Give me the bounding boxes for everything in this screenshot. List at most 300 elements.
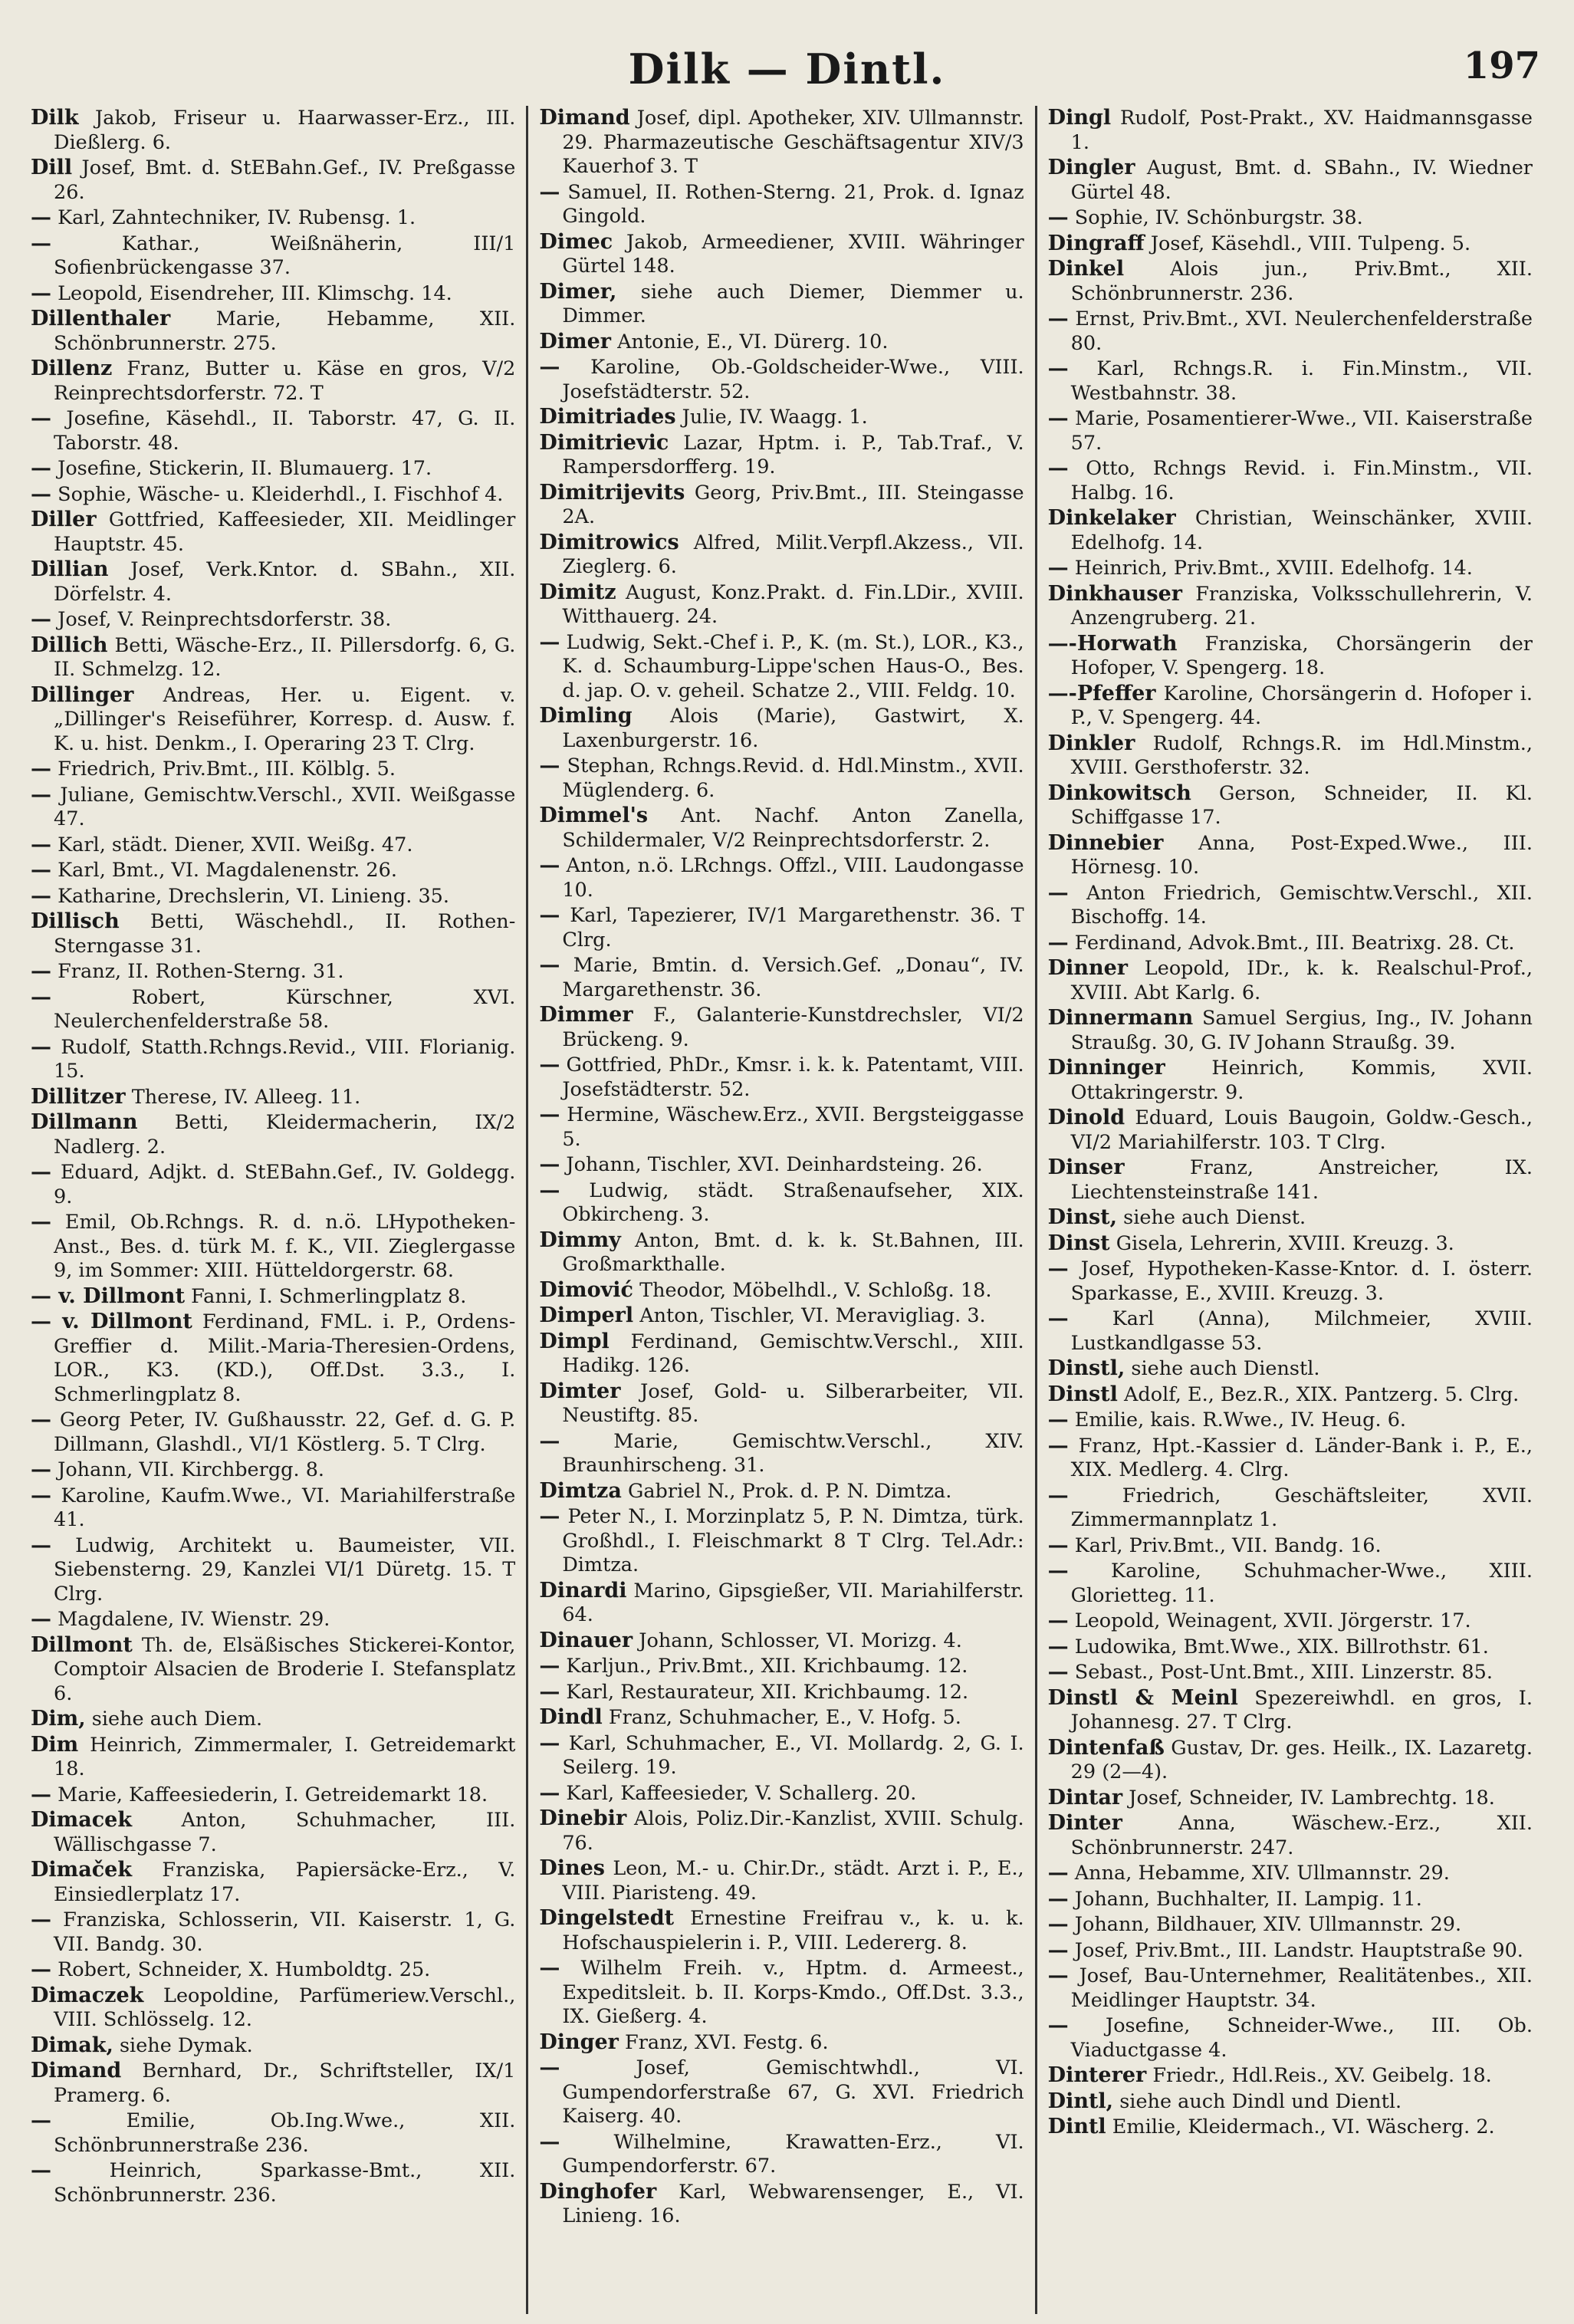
entry-details: siehe auch Diem. — [85, 1708, 263, 1731]
entry-name: Dimpl — [539, 1329, 610, 1353]
entry-name: — — [1047, 1408, 1069, 1432]
directory-entry — [1048, 1660, 1533, 1685]
directory-entry — [31, 1408, 515, 1457]
entry-details: Heinrich, Sparkasse-Bmt., XII. Schönbrunnerstr. 236. — [51, 2159, 516, 2207]
directory-entry — [1048, 1912, 1533, 1938]
directory-entry — [31, 508, 515, 557]
entry-name: Dinkhauser — [1047, 581, 1183, 606]
directory-entry — [539, 1228, 1024, 1277]
directory-entry — [539, 1504, 1024, 1578]
entry-details: Friedrich, Priv.Bmt., III. Kölblg. 5. — [51, 758, 396, 781]
entry-name: — — [539, 1504, 560, 1528]
directory-entry — [539, 1178, 1024, 1228]
entry-name: — — [539, 355, 560, 379]
entry-details: Franz, Schuhmacher, E., V. Hofg. 5. — [602, 1706, 961, 1729]
entry-details: Karl, städt. Diener, XVII. Weißg. 47. — [51, 833, 413, 856]
directory-entry — [539, 2130, 1024, 2179]
directory-entry — [539, 531, 1024, 580]
entry-details: Josefine, Stickerin, II. Blumauerg. 17. — [51, 457, 432, 480]
entry-details: Josef, Schneider, IV. Lambrechtg. 18. — [1122, 1786, 1495, 1810]
directory-entry — [31, 456, 515, 482]
directory-entry — [31, 2033, 515, 2059]
entry-details: Peter N., I. Morzinplatz 5, P. N. Dimtza, türk. Großhdl., I. Fleischmarkt 8 T Clrg. Tel.Adr.: Dimtza. — [560, 1505, 1024, 1576]
directory-entry — [1048, 1382, 1533, 1408]
entry-details: Josef, Bau-Unternehmer, Realitätenbes., XII. Meidlinger Hauptstr. 34. — [1068, 1964, 1533, 2012]
directory-entry — [1048, 307, 1533, 356]
entry-details: F., Galanterie-Kunstdrechsler, VI/2 Brückeng. 9. — [562, 1004, 1024, 1051]
entry-name: Dimec — [539, 229, 613, 254]
entry-name: Dimer — [539, 329, 611, 353]
entry-details: Sophie, IV. Schönburgstr. 38. — [1068, 206, 1363, 229]
directory-entry — [539, 355, 1024, 404]
directory-entry — [539, 230, 1024, 279]
entry-name: Dimacek — [31, 1808, 133, 1832]
directory-entry — [31, 357, 515, 406]
directory-entry — [31, 1085, 515, 1110]
directory-entry — [539, 1906, 1024, 1955]
directory-entry — [1048, 232, 1533, 257]
entry-name: Dinauer — [539, 1628, 633, 1652]
entry-name: — — [31, 607, 51, 631]
entry-name: — — [1047, 1559, 1069, 1583]
entry-name: Dinebir — [539, 1806, 627, 1830]
directory-entry — [31, 1707, 515, 1732]
entry-details: Franz, Anstreicher, IX. Liechtensteinstraße 141. — [1070, 1156, 1533, 1204]
entry-name: Dillenz — [31, 357, 113, 380]
entry-name: — — [539, 1654, 560, 1678]
entry-name: Dines — [539, 1856, 606, 1880]
entry-name: — — [31, 1160, 51, 1184]
entry-details: Marino, Gipsgießer, VII. Mariahilferstr. 64. — [562, 1579, 1024, 1626]
directory-entry — [31, 633, 515, 682]
entry-name: — — [539, 1428, 560, 1453]
entry-details: Emilie, Kleidermach., VI. Wäscherg. 2. — [1106, 2115, 1495, 2138]
entry-details: Johann, Tischler, XVI. Deinhardsteing. 26. — [560, 1153, 983, 1176]
entry-name: — — [31, 959, 51, 983]
page-number: 197 — [1463, 44, 1540, 87]
directory-entry — [1048, 1307, 1533, 1356]
entry-name: — — [1047, 406, 1069, 430]
entry-name: Dinstl — [1047, 1382, 1118, 1406]
entry-name: — — [539, 1780, 560, 1805]
directory-entry — [31, 884, 515, 909]
entry-name: — — [1047, 205, 1069, 229]
entry-name: Dinstl & Meinl — [1047, 1685, 1238, 1710]
directory-entry — [539, 280, 1024, 329]
directory-entry — [31, 833, 515, 858]
entry-details: Heinrich, Kommis, XVII. Ottakringerstr. 9. — [1070, 1057, 1533, 1104]
entry-details: Samuel Sergius, Ing., IV. Johann Straußg. 30, G. IV Johann Straußg. 39. — [1070, 1007, 1533, 1054]
directory-entry — [539, 1731, 1024, 1780]
entry-details: August, Konz.Prakt. d. Fin.LDir., XVIII. Witthauerg. 24. — [562, 580, 1024, 628]
entry-name: Dinkel — [1047, 257, 1125, 281]
entry-details: Karl, Kaffeesieder, V. Schallerg. 20. — [560, 1781, 917, 1805]
page-title: Dilk — Dintl. — [628, 44, 946, 94]
entry-details: Karl, Rchngs.R. i. Fin.Minstm., VII. Westbahnstr. 38. — [1068, 357, 1533, 405]
entry-name: — — [1047, 1533, 1069, 1557]
entry-details: Alois, Poliz.Dir.-Kanzlist, XVIII. Schulg. 76. — [562, 1807, 1024, 1855]
entry-name: Dinghofer — [539, 2179, 657, 2204]
entry-details: Leopoldine, Parfümeriew.Verschl., VIII. Schlösselg. 12. — [54, 1984, 516, 2031]
entry-details: Friedr., Hdl.Reis., XV. Geibelg. 18. — [1146, 2064, 1492, 2087]
entry-name: Dinter — [1047, 1811, 1122, 1835]
entry-name: Dintl, — [1047, 2089, 1114, 2113]
entry-name: — — [1047, 1938, 1069, 1962]
entry-name: — — [539, 754, 560, 777]
directory-entry — [539, 903, 1024, 952]
entry-name: — v. Dillmont — [31, 1310, 192, 1333]
entry-name: — — [539, 1103, 560, 1126]
entry-details: Sebast., Post-Unt.Bmt., XIII. Linzerstr. 85. — [1068, 1661, 1493, 1684]
entry-details: Theodor, Möbelhdl., V. Schloßg. 18. — [633, 1278, 992, 1302]
entry-details: Magdalene, IV. Wienstr. 29. — [51, 1608, 330, 1631]
entry-details: Gottfried, Kaffeesieder, XII. Meidlinger Hauptstr. 45. — [54, 508, 516, 556]
directory-entry — [31, 106, 515, 155]
entry-name: — — [31, 1210, 51, 1234]
directory-entry — [1048, 357, 1533, 406]
entry-name: — — [31, 1782, 51, 1806]
entry-name: — — [1047, 1483, 1069, 1507]
directory-entry — [1048, 632, 1533, 681]
entry-name: Dintenfaß — [1047, 1735, 1165, 1760]
directory-entry — [31, 205, 515, 231]
entry-name: — — [1047, 1307, 1069, 1330]
entry-name: — — [539, 179, 560, 204]
entry-details: Johann, VII. Kirchbergg. 8. — [51, 1458, 325, 1481]
entry-details: Friedrich, Geschäftsleiter, XVII. Zimmermannplatz 1. — [1068, 1484, 1533, 1531]
entry-name: Dillitzer — [31, 1084, 126, 1109]
directory-entry — [539, 1629, 1024, 1654]
entry-name: Dim — [31, 1732, 79, 1757]
entry-name: Dilk — [31, 106, 79, 130]
entry-details: Franziska, Chorsängerin der Hofoper, V. Spengerg. 18. — [1070, 632, 1533, 679]
entry-name: — — [1047, 1609, 1069, 1632]
entry-name: Dinninger — [1047, 1056, 1165, 1080]
entry-name: —-Horwath — [1047, 631, 1178, 656]
entry-details: Ludwig, städt. Straßenaufseher, XIX. Obkircheng. 3. — [560, 1178, 1024, 1226]
directory-entry — [539, 853, 1024, 902]
directory-entry — [1048, 1786, 1533, 1811]
entry-name: Dinst — [1047, 1231, 1110, 1255]
entry-name: — — [1047, 1257, 1069, 1280]
directory-entry — [31, 858, 515, 883]
directory-entry — [1048, 1408, 1533, 1433]
entry-details: Adolf, E., Bez.R., XIX. Pantzerg. 5. Clrg. — [1117, 1382, 1520, 1406]
directory-entry — [539, 804, 1024, 853]
directory-entry — [1048, 1811, 1533, 1860]
directory-entry — [1048, 1938, 1533, 1964]
entry-name: Dimitrijevits — [539, 480, 685, 505]
entry-name: — — [539, 953, 560, 977]
directory-entry — [31, 1633, 515, 1707]
entry-details: siehe Dymak. — [113, 2033, 253, 2057]
directory-entry — [31, 607, 515, 633]
entry-details: Otto, Rchngs Revid. i. Fin.Minstm., VII. Halbg. 16. — [1068, 457, 1533, 505]
entry-name: — — [31, 1483, 51, 1507]
directory-entry — [539, 1152, 1024, 1178]
directory-entry — [31, 1533, 515, 1607]
directory-entry — [31, 1908, 515, 1957]
entry-name: — — [1047, 456, 1069, 480]
entry-details: Johann, Buchhalter, II. Lampig. 11. — [1068, 1887, 1422, 1911]
entry-name: Dingelstedt — [539, 1906, 675, 1930]
entry-details: Karl, Zahntechniker, IV. Rubensg. 1. — [51, 206, 416, 229]
entry-details: Gisela, Lehrerin, XVIII. Kreuzg. 3. — [1109, 1231, 1454, 1255]
entry-details: Fanni, I. Schmerlingplatz 8. — [185, 1284, 467, 1308]
directory-entry — [1048, 1155, 1533, 1205]
column-3 — [1035, 106, 1543, 2314]
entry-details: Karoline, Schuhmacher-Wwe., XIII. Glorietteg. 11. — [1068, 1560, 1533, 1607]
entry-name: Dimović — [539, 1277, 633, 1302]
directory-entry — [1048, 2063, 1533, 2089]
directory-entry — [1048, 582, 1533, 631]
entry-details: Karl, Restaurateur, XII. Krichbaumg. 12. — [560, 1680, 969, 1704]
entry-details: Josef, V. Reinprechtsdorferstr. 38. — [51, 608, 392, 631]
entry-name: Dill — [31, 156, 73, 179]
entry-details: Samuel, II. Rothen-Sterng. 21, Prok. d. Ignaz Gingold. — [560, 180, 1024, 228]
directory-entry — [31, 1458, 515, 1483]
entry-details: Karl (Anna), Milchmeier, XVIII. Lustkandlgasse 53. — [1068, 1307, 1533, 1355]
entry-details: Gustav, Dr. ges. Heilk., IX. Lazaretg. 29 (2—4). — [1070, 1736, 1533, 1783]
entry-name: — — [1047, 1964, 1069, 1987]
entry-details: Josef, Priv.Bmt., III. Landstr. Hauptstraße 90. — [1068, 1938, 1523, 1962]
entry-details: Alfred, Milit.Verpfl.Akzess., VII. Zieglerg. 6. — [562, 531, 1024, 578]
entry-name: Dinner — [1047, 956, 1128, 980]
entry-name: Dinold — [1047, 1106, 1125, 1129]
directory-entry — [31, 1160, 515, 1209]
directory-entry — [1048, 1205, 1533, 1231]
entry-name: Dinkowitsch — [1047, 781, 1191, 805]
entry-details: Karljun., Priv.Bmt., XII. Krichbaumg. 12. — [560, 1655, 968, 1678]
directory-entry — [539, 2180, 1024, 2229]
directory-entry — [31, 1858, 515, 1907]
directory-entry — [31, 1284, 515, 1310]
entry-name: — — [1047, 930, 1069, 955]
directory-entry — [31, 985, 515, 1034]
entry-details: Anna, Post-Exped.Wwe., III. Hörnesg. 10. — [1070, 831, 1533, 879]
directory-entry — [31, 783, 515, 832]
directory-entry — [539, 630, 1024, 704]
entry-name: — — [539, 1053, 560, 1077]
entry-details: Karl, Priv.Bmt., VII. Bandg. 16. — [1068, 1533, 1382, 1557]
entry-details: Jakob, Friseur u. Haarwasser-Erz., III. Dießlerg. 6. — [54, 107, 516, 154]
entry-name: — — [31, 1533, 51, 1557]
entry-details: Rudolf, Post-Prakt., XV. Haidmannsgasse 1. — [1070, 107, 1533, 154]
directory-entry — [539, 1330, 1024, 1379]
entry-details: Th. de, Elsäßisches Stickerei-Kontor, Comptoir Alsacien de Broderie I. Stefansplatz 6. — [54, 1633, 516, 1705]
entry-name: — — [1047, 307, 1069, 330]
directory-entry — [539, 1379, 1024, 1428]
directory-entry — [31, 909, 515, 958]
entry-details: Lazar, Hptm. i. P., Tab.Traf., V. Rampersdorfferg. 19. — [562, 431, 1024, 478]
directory-entry — [31, 281, 515, 307]
entry-name: — — [539, 1956, 560, 1980]
entry-name: — — [31, 1908, 51, 1931]
entry-details: August, Bmt. d. SBahn., IV. Wiedner Gürtel 48. — [1070, 156, 1533, 204]
entry-name: Dimand — [31, 2059, 122, 2082]
directory-entry — [31, 156, 515, 205]
entry-name: Dillmont — [31, 1632, 133, 1657]
entry-details: Georg, Priv.Bmt., III. Steingasse 2A. — [562, 481, 1024, 528]
entry-details: Andreas, Her. u. Eigent. v. „Dillinger's Reiseführer, Korresp. d. Ausw. f. K. u. hist. Denkm., I. Operaring 23 T. Clrg. — [54, 683, 516, 755]
directory-entry — [1048, 406, 1533, 455]
entry-details: Ant. Nachf. Anton Zanella, Schildermaler, V/2 Reinprechtsdorferstr. 2. — [562, 804, 1024, 852]
directory-entry — [1048, 2089, 1533, 2115]
entry-details: Josef, dipl. Apotheker, XIV. Ullmannstr. 29. Pharmazeutische Geschäftsagentur XIV/3 Kauerhof 3. T — [562, 107, 1024, 178]
entry-name: — — [31, 1607, 51, 1631]
entry-details: siehe auch Dindl und Dientl. — [1113, 2089, 1402, 2113]
directory-entry — [1048, 1231, 1533, 1257]
entry-details: Franz, XVI. Festg. 6. — [618, 2030, 829, 2054]
directory-entry — [1048, 831, 1533, 880]
entry-details: Franz, II. Rothen-Sterng. 31. — [51, 960, 344, 983]
entry-columns — [31, 106, 1543, 2314]
entry-name: Dimer, — [539, 279, 617, 304]
entry-name: Dimmy — [539, 1228, 621, 1252]
entry-name: — — [31, 1408, 51, 1432]
entry-name: Dintar — [1047, 1785, 1123, 1810]
entry-name: — — [31, 1034, 51, 1059]
entry-details: Ferdinand, Gemischtw.Verschl., XIII. Hadikg. 126. — [562, 1330, 1024, 1377]
directory-entry — [1048, 1861, 1533, 1886]
entry-details: Rudolf, Rchngs.R. im Hdl.Minstm., XVIII. Gersthoferstr. 32. — [1070, 731, 1533, 779]
directory-entry — [31, 1110, 515, 1159]
entry-name: — — [31, 832, 51, 856]
directory-entry — [1048, 156, 1533, 205]
entry-details: Heinrich, Priv.Bmt., XVIII. Edelhofg. 14. — [1068, 557, 1473, 580]
entry-name: — — [31, 984, 51, 1009]
entry-details: Therese, IV. Alleeg. 11. — [125, 1085, 361, 1109]
entry-details: Franz, Butter u. Käse en gros, V/2 Reinprechtsdorferstr. 72. T — [54, 357, 516, 405]
directory-entry — [539, 106, 1024, 179]
entry-details: Anton, Bmt. d. k. k. St.Bahnen, III. Großmarkthalle. — [562, 1228, 1024, 1276]
entry-details: Anton, Schuhmacher, III. Wällischgasse 7. — [54, 1809, 516, 1856]
directory-entry — [539, 704, 1024, 753]
directory-entry — [539, 330, 1024, 355]
entry-details: Franziska, Schlosserin, VII. Kaiserstr. 1, G. VII. Bandg. 30. — [51, 1908, 516, 1956]
entry-name: Dimtza — [539, 1478, 622, 1503]
directory-entry — [31, 1733, 515, 1782]
entry-details: Anna, Wäschew.-Erz., XII. Schönbrunnerstr. 247. — [1070, 1812, 1533, 1859]
entry-name: Dillmann — [31, 1110, 138, 1134]
entry-details: Leopold, Weinagent, XVII. Jörgerstr. 17. — [1068, 1609, 1471, 1632]
entry-details: Betti, Wäsche-Erz., II. Pillersdorfg. 6, G. II. Schmelzg. 12. — [54, 633, 516, 681]
entry-details: Leon, M.- u. Chir.Dr., städt. Arzt i. P., E., VIII. Piaristeng. 49. — [562, 1857, 1024, 1905]
directory-entry — [31, 1484, 515, 1533]
directory-entry — [539, 1705, 1024, 1731]
entry-name: — — [31, 456, 51, 480]
entry-name: — — [1047, 1433, 1069, 1458]
entry-details: Anton, Tischler, VI. Meravigliag. 3. — [633, 1304, 986, 1327]
directory-entry — [31, 1984, 515, 2033]
directory-entry — [1048, 1434, 1533, 1483]
entry-details: Karl, Schuhmacher, E., VI. Mollardg. 2, G. I. Seilerg. 19. — [560, 1731, 1024, 1779]
entry-details: Josefine, Käsehdl., II. Taborstr. 47, G. II. Taborstr. 48. — [51, 407, 516, 455]
entry-name: Dimmer — [539, 1003, 633, 1027]
directory-entry — [1048, 1106, 1533, 1155]
directory-entry — [31, 1808, 515, 1857]
entry-name: Dinst, — [1047, 1205, 1118, 1229]
entry-details: Alois (Marie), Gastwirt, X. Laxenburgerstr. 16. — [562, 705, 1024, 752]
entry-details: Emilie, Ob.Ing.Wwe., XII. Schönbrunnerstraße 236. — [51, 2109, 516, 2157]
directory-entry — [539, 1479, 1024, 1504]
directory-entry — [539, 1303, 1024, 1329]
entry-details: Josef, Verk.Kntor. d. SBahn., XII. Dörfelstr. 4. — [54, 558, 516, 606]
entry-details: Anton, n.ö. LRchngs. Offzl., VIII. Laudongasse 10. — [560, 854, 1024, 902]
entry-details: Anna, Hebamme, XIV. Ullmannstr. 29. — [1068, 1862, 1450, 1885]
entry-name: Dimperl — [539, 1303, 634, 1327]
entry-name: — — [539, 1679, 560, 1704]
directory-entry — [539, 1856, 1024, 1905]
entry-name: Dinterer — [1047, 2063, 1147, 2087]
directory-entry — [539, 1956, 1024, 2030]
entry-details: Karoline, Ob.-Goldscheider-Wwe., VIII. Josefstädterstr. 52. — [560, 356, 1024, 403]
directory-entry — [539, 1579, 1024, 1628]
directory-entry — [1048, 1559, 1533, 1608]
entry-details: Marie, Bmtin. d. Versich.Gef. „Donau“, IV. Margarethenstr. 36. — [560, 954, 1024, 1001]
directory-entry — [1048, 205, 1533, 231]
entry-name: — — [539, 853, 560, 877]
directory-entry — [31, 2158, 515, 2207]
column-1 — [31, 106, 526, 2314]
entry-name: Dinkler — [1047, 731, 1135, 755]
entry-details: Bernhard, Dr., Schriftsteller, IX/1 Pramerg. 6. — [54, 2059, 516, 2107]
directory-entry — [1048, 931, 1533, 956]
directory-entry — [31, 232, 515, 281]
entry-details: Ludowika, Bmt.Wwe., XIX. Billrothstr. 61. — [1068, 1635, 1489, 1658]
entry-name: — — [31, 1458, 51, 1481]
entry-details: Betti, Wäschehdl., II. Rothen-Sterngasse 31. — [54, 910, 516, 958]
directory-entry — [1048, 456, 1533, 505]
entry-details: siehe auch Dienst. — [1117, 1206, 1306, 1229]
entry-name: Dinkelaker — [1047, 506, 1176, 530]
entry-details: Marie, Gemischtw.Verschl., XIV. Braunhirscheng. 31. — [560, 1429, 1024, 1477]
directory-entry — [539, 754, 1024, 803]
entry-name: Dimak, — [31, 2033, 113, 2057]
entry-details: Josef, Bmt. d. StEBahn.Gef., IV. Preßgasse 26. — [54, 156, 516, 204]
directory-entry — [539, 1806, 1024, 1856]
entry-name: Dingler — [1047, 156, 1135, 179]
page-header — [31, 31, 1543, 98]
entry-name: Dim, — [31, 1707, 86, 1731]
entry-name: — — [539, 2056, 560, 2079]
directory-entry — [1048, 556, 1533, 581]
entry-details: Franz, Hpt.-Kassier d. Länder-Bank i. P., E., XIX. Medlerg. 4. Clrg. — [1068, 1434, 1533, 1481]
directory-entry — [1048, 506, 1533, 555]
entry-details: Leopold, IDr., k. k. Realschul-Prof., XVIII. Abt Karlg. 6. — [1070, 957, 1533, 1004]
entry-details: Betti, Kleidermacherin, IX/2 Nadlerg. 2. — [54, 1111, 516, 1159]
entry-details: Kathar., Weißnäherin, III/1 Sofienbrückengasse 37. — [51, 232, 516, 279]
entry-name: Dimling — [539, 704, 633, 728]
entry-details: Ferdinand, FML. i. P., Ordens-Greffier d. Milit.-Maria-Theresien-Ordens, LOR., K3. (KD.), Off.Dst. 3.3., I. Schmerlingplatz 8. — [54, 1310, 516, 1406]
entry-name: Dinger — [539, 2030, 619, 2054]
entry-details: Rudolf, Statth.Rchngs.Revid., VIII. Florianig. 15. — [51, 1035, 516, 1083]
column-2 — [526, 106, 1034, 2314]
entry-name: — — [1047, 1861, 1069, 1885]
directory-entry — [539, 180, 1024, 229]
directory-entry — [539, 1429, 1024, 1478]
entry-name: Dimitriades — [539, 405, 676, 429]
directory-entry — [539, 1781, 1024, 1806]
directory-entry — [31, 1783, 515, 1808]
entry-details: Josefine, Schneider-Wwe., III. Ob. Viaductgasse 4. — [1068, 2014, 1533, 2062]
entry-name: — v. Dillmont — [31, 1284, 186, 1308]
entry-name: — — [31, 858, 51, 882]
entry-name: Diller — [31, 508, 97, 531]
entry-name: — — [31, 2158, 51, 2182]
entry-name: Dintl — [1047, 2115, 1106, 2138]
entry-details: Ernst, Priv.Bmt., XVI. Neulerchenfelderstraße 80. — [1068, 307, 1533, 355]
